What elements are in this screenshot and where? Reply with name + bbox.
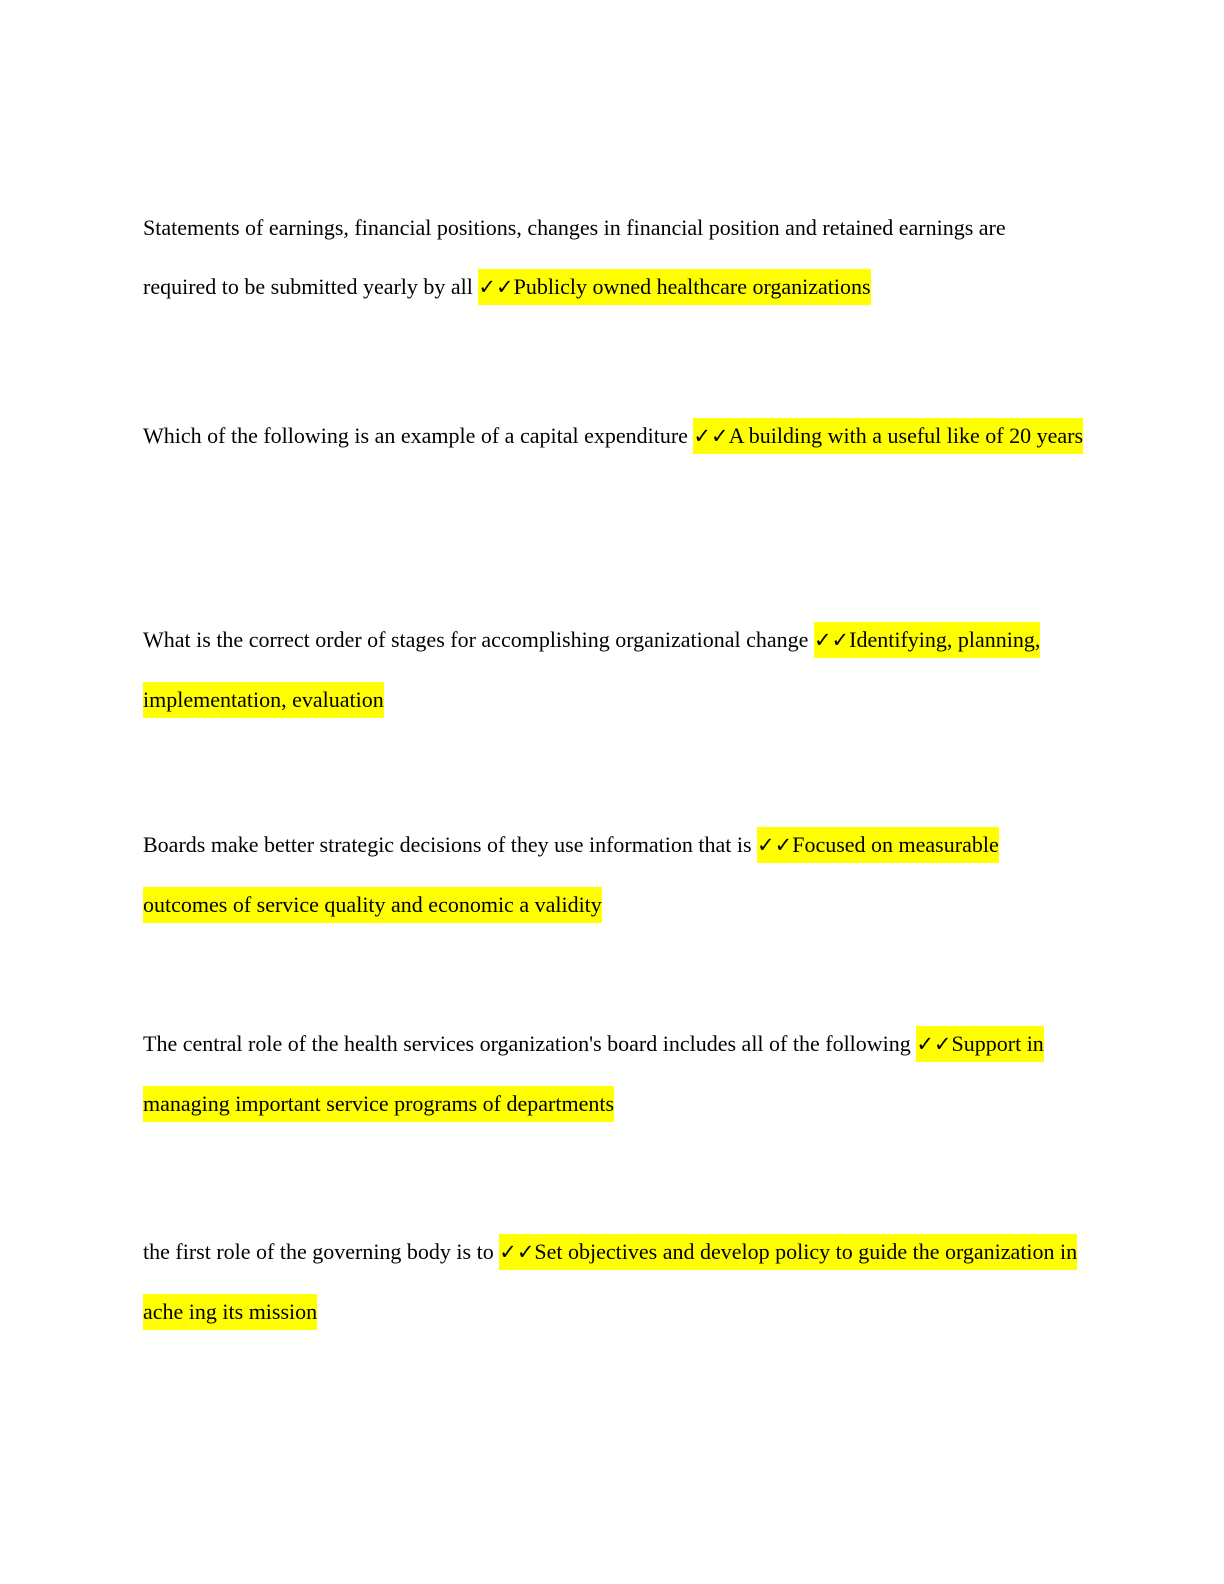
check-icon: ✓✓ [813, 628, 850, 652]
qa-item-4 [143, 815, 1083, 934]
qa-item-3 [143, 610, 1083, 729]
qa-item-1 [143, 198, 1083, 317]
answer-text: A building with a useful like of 20 years [728, 423, 1084, 448]
check-icon: ✓✓ [693, 424, 729, 448]
answer-text: Set objectives and develop policy to guide the organization in ache ing its mission [143, 1239, 1078, 1324]
check-icon: ✓✓ [916, 1032, 952, 1056]
answer-text: Support in managing important service programs of departments [143, 1031, 1044, 1116]
question-text: What is the correct order of stages for accomplishing organizational change [143, 627, 809, 652]
question-text: the first role of the governing body is to [143, 1239, 494, 1264]
check-icon: ✓✓ [478, 275, 514, 299]
check-icon: ✓✓ [757, 833, 793, 857]
question-text: Statements of earnings, financial positions, changes in financial position and retained earnings are required to be submitted yearly by all [143, 215, 1006, 299]
question-text: Boards make better strategic decisions of they use information that is [143, 832, 752, 857]
question-text: The central role of the health services organization's board includes all of the following [143, 1031, 911, 1056]
answer-text: Focused on measurable outcomes of service quality and economic a validity [143, 832, 999, 917]
check-icon: ✓✓ [499, 1240, 535, 1264]
qa-item-6 [143, 1222, 1083, 1341]
answer-highlight [478, 269, 870, 305]
answer-text: Publicly owned healthcare organizations [513, 274, 871, 299]
answer-text: Identifying, planning, implementation, evaluation [143, 627, 1041, 712]
qa-item-5 [143, 1014, 1083, 1133]
answer-highlight [693, 418, 1083, 454]
qa-item-2 [143, 406, 1083, 466]
question-text: Which of the following is an example of a capital expenditure [143, 423, 688, 448]
